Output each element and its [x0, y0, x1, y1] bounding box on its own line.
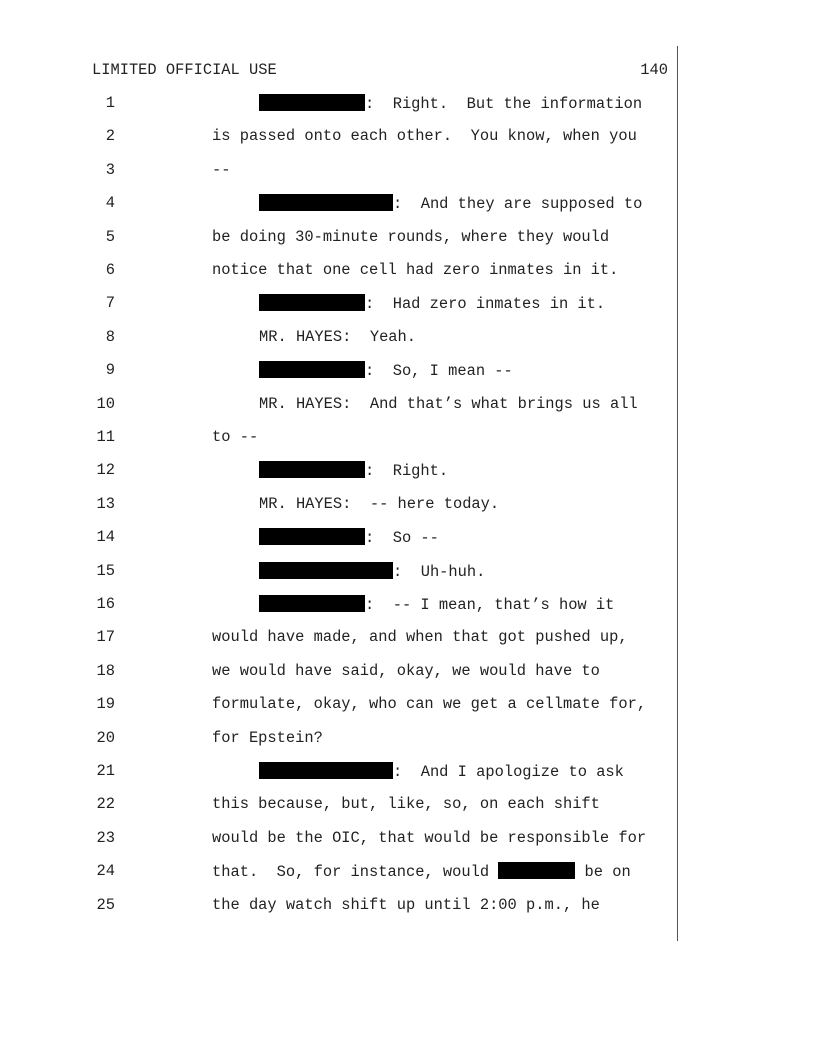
line-number: 5	[105, 227, 115, 246]
line-content	[259, 762, 624, 781]
transcript-line	[0, 294, 816, 316]
page-number: 140	[640, 61, 668, 79]
transcript-line	[0, 328, 816, 350]
line-content	[212, 729, 323, 747]
transcript-line	[0, 896, 816, 918]
transcript-line	[0, 829, 816, 851]
line-number: 22	[96, 795, 115, 814]
line-content	[212, 127, 637, 145]
line-content	[212, 428, 258, 446]
transcript-line	[0, 595, 816, 617]
line-text: for Epstein?	[212, 728, 323, 747]
transcript-line	[0, 495, 816, 517]
redaction-block	[259, 762, 393, 779]
redaction-block	[498, 862, 575, 879]
transcript-line	[0, 127, 816, 149]
line-number: 16	[96, 595, 115, 613]
transcript-line	[0, 562, 816, 584]
redaction-block	[259, 361, 365, 378]
line-content	[259, 595, 614, 614]
transcript-line	[0, 628, 816, 650]
line-text-after: be on	[575, 863, 631, 882]
line-content	[212, 695, 646, 713]
redaction-block	[259, 194, 393, 211]
line-content	[259, 395, 638, 413]
transcript-line	[0, 862, 816, 884]
line-text: would be the OIC, that would be responsible for	[212, 828, 647, 847]
line-content	[212, 896, 600, 914]
line-number: 14	[96, 528, 115, 547]
redaction-block	[259, 595, 365, 612]
line-content	[259, 495, 499, 513]
transcript-line	[0, 795, 816, 817]
line-content	[259, 94, 642, 113]
redaction-block	[259, 562, 393, 579]
line-number: 24	[96, 862, 115, 881]
line-text: is passed onto each other. You know, when you	[212, 127, 637, 146]
line-number: 15	[96, 561, 115, 580]
transcript-line	[0, 428, 816, 450]
line-number: 3	[105, 160, 115, 179]
line-text: would have made, and when that got pushed up,	[212, 628, 628, 647]
line-content	[259, 294, 605, 313]
transcript-line	[0, 662, 816, 684]
line-text: be doing 30-minute rounds, where they would	[212, 227, 610, 246]
line-text: MR. HAYES: -- here today.	[259, 494, 500, 513]
line-text: formulate, okay, who can we get a cellmate for,	[212, 695, 647, 714]
line-content	[212, 161, 230, 179]
line-text: : Right.	[365, 462, 449, 481]
line-content	[259, 361, 513, 380]
line-content	[259, 461, 448, 480]
line-content	[259, 528, 439, 547]
line-content	[212, 628, 628, 646]
transcript-line	[0, 762, 816, 784]
line-content	[259, 194, 642, 213]
line-content	[259, 328, 416, 346]
line-number: 4	[105, 194, 115, 213]
redaction-block	[259, 94, 365, 111]
line-number: 8	[105, 327, 115, 346]
transcript-line	[0, 161, 816, 183]
line-number: 6	[105, 261, 115, 279]
transcript-line	[0, 261, 816, 283]
transcript-line	[0, 729, 816, 751]
line-text: : And I apologize to ask	[393, 763, 624, 781]
line-number: 21	[96, 762, 115, 780]
redaction-block	[259, 461, 365, 478]
line-text: to --	[212, 428, 259, 446]
line-text: --	[212, 160, 231, 179]
redaction-block	[259, 294, 365, 311]
line-text: MR. HAYES: And that’s what brings us all	[259, 394, 638, 413]
line-text: : So, I mean --	[365, 362, 513, 381]
line-number: 10	[96, 394, 115, 413]
line-text: : Right. But the information	[365, 95, 643, 113]
transcript-line	[0, 94, 816, 116]
line-number: 2	[105, 127, 115, 146]
transcript-line	[0, 695, 816, 717]
line-text: the day watch shift up until 2:00 p.m., he	[212, 895, 600, 914]
line-text: we would have said, okay, we would have to	[212, 661, 600, 680]
line-number: 23	[96, 828, 115, 847]
line-text: : Uh-huh.	[393, 562, 486, 581]
line-number: 9	[105, 361, 115, 380]
line-content	[259, 562, 485, 581]
line-text: : So --	[365, 529, 439, 548]
line-number: 25	[96, 895, 115, 914]
line-number: 12	[96, 461, 115, 480]
line-content	[212, 795, 600, 813]
line-content	[212, 829, 646, 847]
line-number: 19	[96, 695, 115, 714]
transcript-line	[0, 461, 816, 483]
line-content	[212, 862, 631, 881]
line-text: this because, but, like, so, on each shift	[212, 795, 600, 814]
line-number: 20	[96, 728, 115, 747]
line-number: 18	[96, 661, 115, 680]
line-number: 1	[105, 94, 115, 112]
transcript-line	[0, 361, 816, 383]
classification-header: LIMITED OFFICIAL USE	[92, 61, 277, 79]
transcript-line	[0, 228, 816, 250]
redaction-block	[259, 528, 365, 545]
transcript-line	[0, 528, 816, 550]
transcript-line	[0, 194, 816, 216]
line-content	[212, 261, 618, 279]
line-number: 7	[105, 294, 115, 313]
line-text: : And they are supposed to	[393, 195, 643, 214]
transcript-line	[0, 395, 816, 417]
line-number: 17	[96, 628, 115, 647]
line-text: : Had zero inmates in it.	[365, 295, 606, 314]
line-text: notice that one cell had zero inmates in it.	[212, 261, 619, 279]
line-text: : -- I mean, that’s how it	[365, 596, 615, 614]
line-text: that. So, for instance, would	[212, 863, 499, 882]
line-number: 11	[96, 428, 115, 446]
line-content	[212, 228, 609, 246]
line-content	[212, 662, 600, 680]
line-text: MR. HAYES: Yeah.	[259, 327, 417, 346]
line-number: 13	[96, 494, 115, 513]
